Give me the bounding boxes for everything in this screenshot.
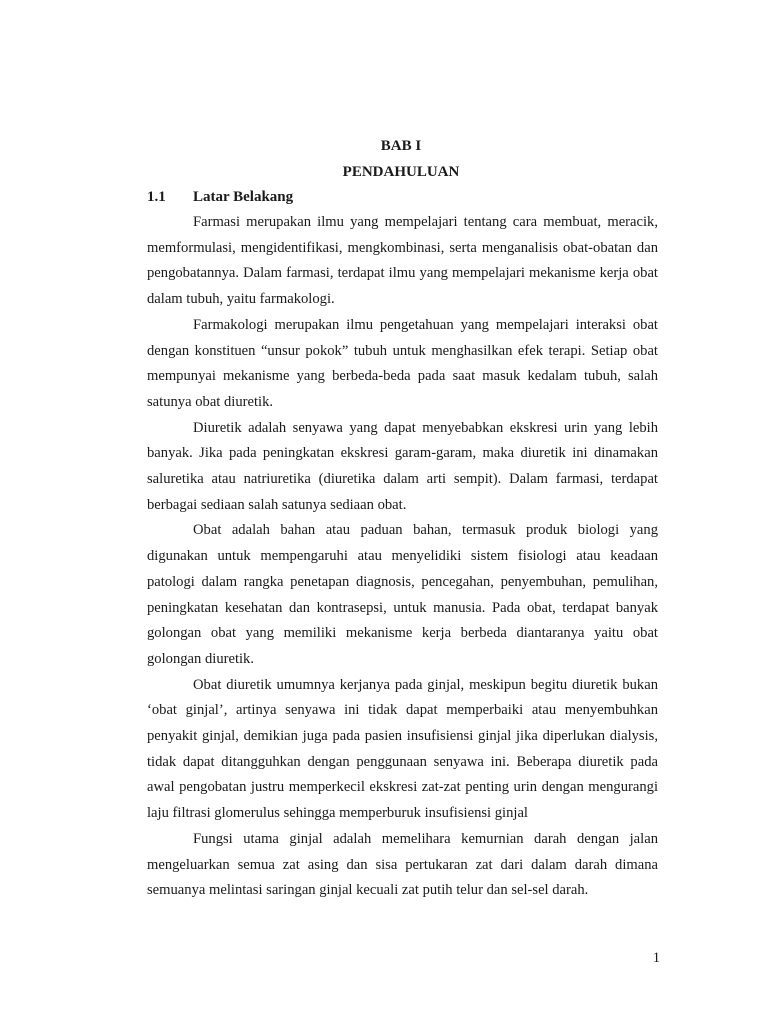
section-heading [147, 187, 293, 207]
chapter-label: BAB I [380, 138, 422, 154]
body-text [147, 210, 658, 904]
paragraph: Farmakologi merupakan ilmu pengetahuan yang mempelajari interaksi obat dengan konstituen “unsur pokok” tubuh untuk menghasilkan efek terapi. Setiap obat mempunyai mekanisme yang berbeda-beda pada saat masuk kedalam tubuh, salah satunya obat diuretik. [147, 316, 658, 410]
section-number: 1.1 [147, 189, 166, 205]
paragraph: Farmasi merupakan ilmu yang mempelajari tentang cara membuat, meracik, memformulasi, mengidentifikasi, mengkombinasi, serta menganalisis obat-obatan dan pengobatannya. Dalam farmasi, terdapat ilmu yang mempelajari mekanisme kerja obat dalam tubuh, yaitu farmakologi. [147, 214, 658, 308]
chapter-title: PENDAHULUAN [342, 164, 460, 180]
paragraph: Obat adalah bahan atau paduan bahan, termasuk produk biologi yang digunakan untuk mempengaruhi atau menyelidiki sistem fisiologi atau keadaan patologi dalam rangka penetapan diagnosis, pencegahan, penyembuhan, pemulihan, peningkatan kesehatan dan kontrasepsi, untuk manusia. Pada obat, terdapat banyak golongan obat yang memiliki mekanisme kerja berbeda diantaranya yaitu obat golongan diuretik. [147, 522, 658, 667]
page-number: 1 [652, 950, 660, 966]
section-title: Latar Belakang [193, 189, 294, 205]
paragraph: Obat diuretik umumnya kerjanya pada ginjal, meskipun begitu diuretik bukan ‘obat ginjal’, artinya senyawa ini tidak dapat memperbaiki atau menyembuhkan penyakit ginjal, demikian juga pada pasien insufisiensi ginjal jika diperlukan dialysis, tidak dapat ditangguhkan dengan penggunaan senyawa ini. Beberapa diuretik pada awal pengobatan justru memperkecil ekskresi zat-zat penting urin dengan mengurangi laju filtrasi glomerulus sehingga memperburuk insufisiensi ginjal [147, 676, 658, 822]
paragraph: Diuretik adalah senyawa yang dapat menyebabkan ekskresi urin yang lebih banyak. Jika pada peningkatan ekskresi garam-garam, maka diuretik ini dinamakan saluretika atau natriuretika (diuretika dalam arti sempit). Dalam farmasi, terdapat berbagai sediaan salah satunya sediaan obat. [147, 419, 658, 513]
paragraph: Fungsi utama ginjal adalah memelihara kemurnian darah dengan jalan mengeluarkan semua zat asing dan sisa pertukaran zat dari dalam darah dimana semuanya melintasi saringan ginjal kecuali zat putih telur dan sel-sel darah. [147, 830, 658, 899]
